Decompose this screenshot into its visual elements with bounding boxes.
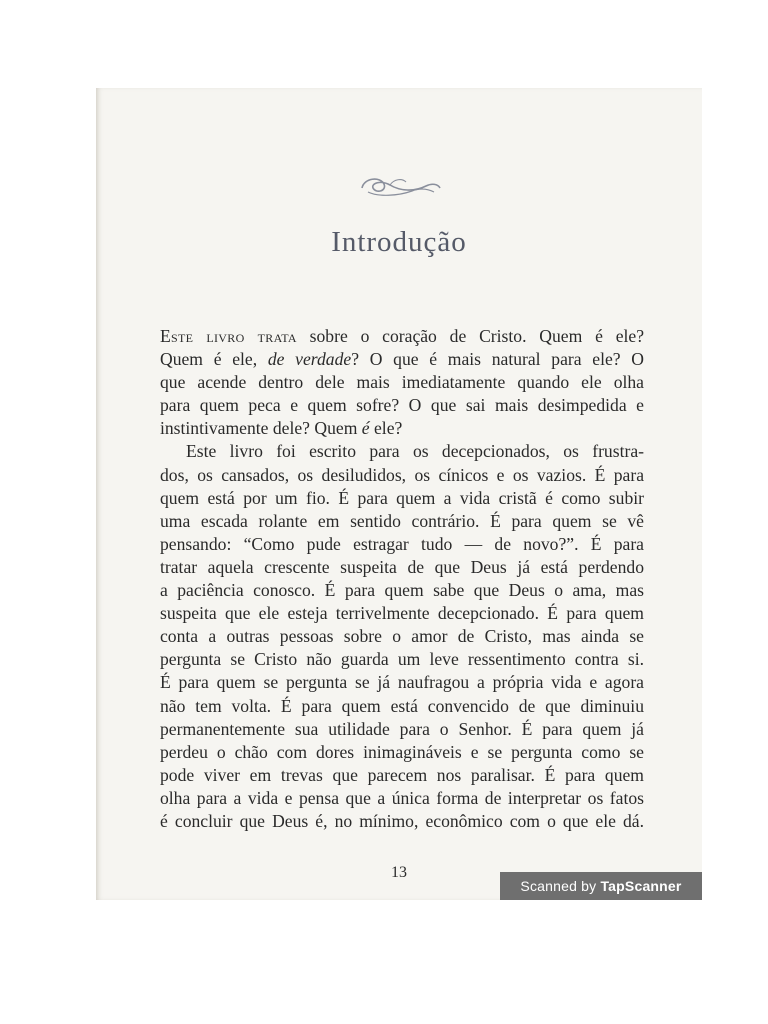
text-line: pensando: “Como pude estragar tudo — de novo?”. É para [160,533,644,554]
text-line: Este livro foi escrito para os decepcionados, os frustra- [186,441,644,462]
text-line: é concluir que Deus é, no mínimo, econômico com o que ele dá. [160,810,644,831]
scanner-watermark: Scanned by TapScanner [500,872,702,900]
text-line: pergunta se Cristo não guarda um leve ressentimento contra si. [160,649,644,670]
italic-emphasis: de verdade [267,349,352,370]
chapter-title: Introdução [331,226,467,258]
text-line: quem está por um fio. É para quem a vida cristã é como subir [160,487,644,508]
text-line: suspeita que ele esteja terrivelmente decepcionado. É para quem [160,603,644,624]
lead-small-caps: Este livro trata [160,326,297,346]
text-line: conta a outras pessoas sobre o amor de Cristo, mas ainda se [160,626,644,647]
text-line: dos, os cansados, os desiludidos, os cínicos e os vazios. É para [160,464,644,485]
text-line: instintivamente dele? Quem é ele? [160,418,403,439]
text-line: permanentemente sua utilidade para o Senhor. É para quem já [160,718,644,739]
text-line: pode viver em trevas que parecem nos paralisar. É para quem [160,764,644,785]
text-line: uma escada rolante em sentido contrário. É para quem se vê [160,510,644,531]
text-line: a paciência conosco. É para quem sabe que Deus o ama, mas [160,580,644,601]
book-page [96,88,702,900]
italic-emphasis: é [361,418,370,439]
scanner-brand: TapScanner [600,878,682,894]
text-line: para quem peca e quem sofre? O que sai mais desimpedida e [160,395,644,416]
flourish-ornament-icon [354,170,444,200]
text-line: que acende dentro dele mais imediatamente quando ele olha [160,372,644,393]
page-number: 13 [391,864,407,881]
text-line: tratar aquela crescente suspeita de que Deus já está perdendo [160,556,644,577]
text-line: não tem volta. É para quem está convencido de que diminuiu [160,695,644,716]
body-text [160,325,644,833]
text-line: É para quem se pergunta se já naufragou a própria vida e agora [160,672,644,693]
text-line: Quem é ele, de verdade? O que é mais natural para ele? O [160,349,645,370]
text-line: perdeu o chão com dores inimagináveis e se pergunta como se [160,741,644,762]
text-line: Este livro trata sobre o coração de Cristo. Quem é ele? [160,326,645,346]
text-line: olha para a vida e pensa que a única forma de interpretar os fatos [160,787,644,808]
